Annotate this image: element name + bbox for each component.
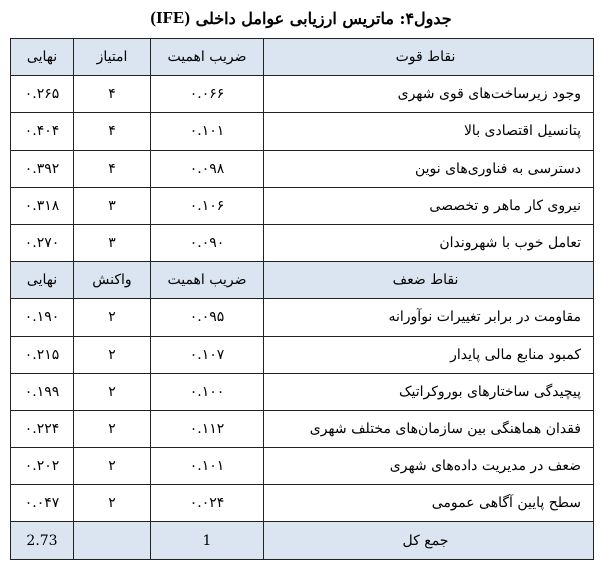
strengths-header-rating: امتیاز (74, 39, 151, 76)
row-rating: ۳ (74, 187, 151, 224)
weaknesses-header-row (11, 262, 594, 299)
row-weight: ۰.۱۰۰ (151, 373, 264, 410)
weaknesses-header-name: نقاط ضعف (264, 262, 594, 299)
row-weight: ۰.۱۰۶ (151, 187, 264, 224)
row-factor: مقاومت در برابر تغییرات نوآورانه (264, 299, 594, 336)
row-final: ۰.۳۱۸ (11, 187, 74, 224)
weaknesses-header-weight: ضریب اهمیت (151, 262, 264, 299)
row-factor: وجود زیرساخت‌های قوی شهری (264, 76, 594, 113)
row-rating: ۴ (74, 113, 151, 150)
row-factor: ضعف در مدیریت داده‌های شهری (264, 448, 594, 485)
strengths-header-final: نهایی (11, 39, 74, 76)
row-weight: ۰.۰۶۶ (151, 76, 264, 113)
table-row (11, 336, 594, 373)
row-factor: سطح پایین آگاهی عمومی (264, 485, 594, 522)
table-row (11, 299, 594, 336)
ife-matrix-table (10, 38, 594, 560)
total-row (11, 522, 594, 559)
row-final: ۰.۲۱۵ (11, 336, 74, 373)
row-weight: ۰.۰۲۴ (151, 485, 264, 522)
strengths-header-row (11, 39, 594, 76)
caption-abbrev: (IFE) (150, 8, 191, 27)
row-rating: ۴ (74, 150, 151, 187)
row-final: ۰.۱۹۰ (11, 299, 74, 336)
table-row (11, 113, 594, 150)
total-label: جمع کل (264, 522, 594, 559)
row-factor: پتانسیل اقتصادی بالا (264, 113, 594, 150)
row-final: ۰.۲۷۰ (11, 224, 74, 261)
row-weight: ۰.۱۰۱ (151, 113, 264, 150)
row-weight: ۰.۱۰۱ (151, 448, 264, 485)
row-weight: ۰.۰۹۸ (151, 150, 264, 187)
table-row (11, 410, 594, 447)
row-weight: ۰.۰۹۰ (151, 224, 264, 261)
total-rating-empty (74, 522, 151, 559)
table-row (11, 187, 594, 224)
table-row (11, 76, 594, 113)
row-factor: پیچیدگی ساختارهای بوروکراتیک (264, 373, 594, 410)
row-final: ۰.۳۹۲ (11, 150, 74, 187)
row-weight: ۰.۱۰۷ (151, 336, 264, 373)
row-rating: ۲ (74, 373, 151, 410)
table-row (11, 448, 594, 485)
row-rating: ۴ (74, 76, 151, 113)
row-rating: ۲ (74, 410, 151, 447)
row-final: ۰.۲۲۴ (11, 410, 74, 447)
row-factor: تعامل خوب با شهروندان (264, 224, 594, 261)
row-weight: ۰.۰۹۵ (151, 299, 264, 336)
row-factor: نیروی کار ماهر و تخصصی (264, 187, 594, 224)
table-caption (0, 0, 602, 36)
caption-text: جدول۴: ماتریس ارزیابی عوامل داخلی (195, 8, 452, 28)
row-final: ۰.۴۰۴ (11, 113, 74, 150)
row-final: ۰.۲۶۵ (11, 76, 74, 113)
row-weight: ۰.۱۱۲ (151, 410, 264, 447)
total-weight: 1 (151, 522, 264, 559)
table-row (11, 485, 594, 522)
table-row (11, 150, 594, 187)
weaknesses-header-final: نهایی (11, 262, 74, 299)
row-rating: ۲ (74, 485, 151, 522)
row-rating: ۲ (74, 299, 151, 336)
row-rating: ۲ (74, 336, 151, 373)
row-factor: فقدان هماهنگی بین سازمان‌های مختلف شهری (264, 410, 594, 447)
row-rating: ۳ (74, 224, 151, 261)
row-rating: ۲ (74, 448, 151, 485)
row-final: ۰.۰۴۷ (11, 485, 74, 522)
row-factor: کمبود منابع مالی پایدار (264, 336, 594, 373)
table-row (11, 224, 594, 261)
strengths-header-weight: ضریب اهمیت (151, 39, 264, 76)
row-final: ۰.۱۹۹ (11, 373, 74, 410)
total-final: 2.73 (11, 522, 74, 559)
weaknesses-header-rating: واکنش (74, 262, 151, 299)
strengths-header-name: نقاط قوت (264, 39, 594, 76)
row-final: ۰.۲۰۲ (11, 448, 74, 485)
row-factor: دسترسی به فناوری‌های نوین (264, 150, 594, 187)
table-row (11, 373, 594, 410)
